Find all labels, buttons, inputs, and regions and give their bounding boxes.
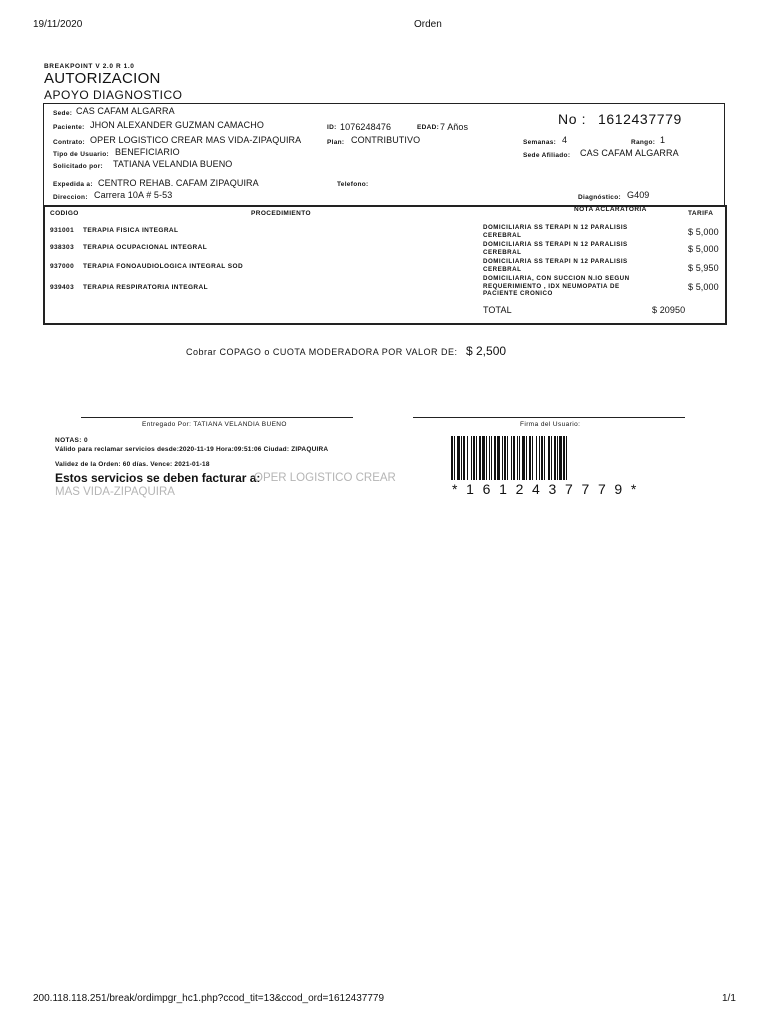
sede-afiliado-label: Sede Afiliado: <box>523 152 571 159</box>
barcode-bar <box>548 436 550 480</box>
print-url: 200.118.118.251/break/ordimpgr_hc1.php?ccod_tit=13&ccod_ord=1612437779 <box>33 993 385 1004</box>
barcode-bar <box>526 436 527 480</box>
table-row-4-nota: DOMICILIARIA, CON SUCCION N.IO SEGUN REQUERIMIENTO , IDX NEUMOPATIA DE PACIENTE CRONICO <box>483 275 630 297</box>
solicitado-label: Solicitado por: <box>53 163 103 170</box>
table-row-2-nota: DOMICILIARIA SS TERAPI N 12 PARALISIS CEREBRAL <box>483 241 628 256</box>
id-value: 1076248476 <box>340 122 392 132</box>
table-row-3-procedimiento: TERAPIA FONOAUDIOLOGICA INTEGRAL SOD <box>83 263 244 270</box>
barcode-text: * 1 6 1 2 4 3 7 7 7 9 * <box>452 481 639 497</box>
expedida-value: CENTRO REHAB. CAFAM ZIPAQUIRA <box>98 178 259 188</box>
direccion-value: Carrera 10A # 5-53 <box>94 190 173 200</box>
table-row-1-codigo: 931001 <box>50 227 75 234</box>
barcode-bar <box>457 436 460 480</box>
rango-label: Rango: <box>631 139 656 146</box>
table-row-3-tarifa: $ 5,950 <box>688 263 719 273</box>
barcode-bar <box>454 436 455 480</box>
barcode-bar <box>473 436 475 480</box>
copago-amount: $ 2,500 <box>466 344 507 358</box>
valido-text: Válido para reclamar servicios desde:2020-11-19 Hora:09:51:06 Ciudad: ZIPAQUIRA <box>55 446 329 453</box>
facturar-value-line1: OPER LOGISTICO CREAR <box>254 472 396 484</box>
table-row-1-procedimiento: TERAPIA FISICA INTEGRAL <box>83 227 179 234</box>
table-row-2-tarifa: $ 5,000 <box>688 244 719 254</box>
barcode-bar <box>494 436 496 480</box>
paciente-value: JHON ALEXANDER GUZMAN CAMACHO <box>90 120 264 130</box>
contrato-label: Contrato: <box>53 139 85 146</box>
sede-value: CAS CAFAM ALGARRA <box>76 106 175 116</box>
barcode-bar <box>563 436 565 480</box>
barcode-bar <box>461 436 462 480</box>
direccion-label: Direccion: <box>53 194 88 201</box>
barcode-bar <box>513 436 515 480</box>
firma-usuario: Firma del Usuario: <box>520 421 581 428</box>
col-header-procedimiento: PROCEDIMIENTO <box>251 210 311 217</box>
validez-text: Validez de la Orden: 60 días. Vence: 2021-01-18 <box>55 461 210 468</box>
facturar-value-line2: MAS VIDA-ZIPAQUIRA <box>55 486 175 498</box>
semanas-label: Semanas: <box>523 139 557 146</box>
barcode-bar <box>519 436 520 480</box>
barcode-bar <box>529 436 531 480</box>
barcode-bar <box>557 436 558 480</box>
col-header-codigo: CODIGO <box>50 210 79 217</box>
paciente-label: Paciente: <box>53 124 85 131</box>
print-page: 1/1 <box>722 993 736 1004</box>
doc-subtitle: APOYO DIAGNOSTICO <box>44 88 183 102</box>
barcode-bar <box>497 436 500 480</box>
barcode-bar <box>489 436 490 480</box>
expedida-label: Expedida a: <box>53 181 93 188</box>
entregado-signature-line <box>81 417 353 418</box>
barcode-bar <box>539 436 540 480</box>
edad-label: EDAD: <box>417 124 440 131</box>
print-date: 19/11/2020 <box>33 19 83 30</box>
doc-title: AUTORIZACION <box>44 70 161 87</box>
table-row-4-procedimiento: TERAPIA RESPIRATORIA INTEGRAL <box>83 284 208 291</box>
facturar-label: Estos servicios se deben facturar a: <box>55 471 261 485</box>
order-number-label: No : <box>558 111 587 127</box>
table-row-4-tarifa: $ 5,000 <box>688 282 719 292</box>
barcode-bar <box>554 436 556 480</box>
barcode-bar <box>566 436 567 480</box>
entregado-por: Entregado Por: TATIANA VELANDIA BUENO <box>142 421 287 428</box>
barcode-bar <box>541 436 543 480</box>
barcode-bar <box>502 436 503 480</box>
barcode-bar <box>471 436 472 480</box>
col-header-nota: NOTA ACLARATORIA <box>574 206 647 213</box>
barcode-bar <box>544 436 545 480</box>
barcode-bar <box>559 436 562 480</box>
barcode-bar <box>532 436 533 480</box>
diagnostico-label: Diagnóstico: <box>578 194 621 201</box>
barcode-bar <box>522 436 525 480</box>
plan-label: Plan: <box>327 139 345 146</box>
copago-text: Cobrar COPAGO o CUOTA MODERADORA POR VALOR DE: <box>186 347 458 357</box>
barcode-image <box>451 436 666 480</box>
contrato-value: OPER LOGISTICO CREAR MAS VIDA-ZIPAQUIRA <box>90 135 302 145</box>
firma-signature-line <box>413 417 685 418</box>
barcode-bar <box>507 436 508 480</box>
telefono-label: Telefono: <box>337 181 369 188</box>
order-number: 1612437779 <box>598 111 682 127</box>
notas-text: NOTAS: 0 <box>55 437 89 444</box>
table-row-4-codigo: 939403 <box>50 284 75 291</box>
sede-label: Sede: <box>53 110 73 117</box>
table-row-2-codigo: 938303 <box>50 244 75 251</box>
version-label: BREAKPOINT V 2.0 R 1.0 <box>44 63 135 70</box>
barcode-bar <box>482 436 485 480</box>
barcode-bar <box>479 436 481 480</box>
total-label: TOTAL <box>483 305 512 315</box>
total-value: $ 20950 <box>652 305 686 315</box>
tipo-usuario-value: BENEFICIARIO <box>115 147 180 157</box>
table-row-1-tarifa: $ 5,000 <box>688 227 719 237</box>
barcode-bar <box>511 436 512 480</box>
barcode-bar <box>463 436 465 480</box>
table-row-2-procedimiento: TERAPIA OCUPACIONAL INTEGRAL <box>83 244 208 251</box>
tipo-usuario-label: Tipo de Usuario: <box>53 151 109 158</box>
table-row-3-nota: DOMICILIARIA SS TERAPI N 12 PARALISIS CEREBRAL <box>483 258 628 273</box>
barcode-bar <box>486 436 487 480</box>
barcode-bar <box>491 436 492 480</box>
col-header-tarifa: TARIFA <box>688 210 714 217</box>
barcode-bar <box>476 436 477 480</box>
plan-value: CONTRIBUTIVO <box>351 135 421 145</box>
edad-value: 7 Años <box>440 122 469 132</box>
barcode-bar <box>517 436 518 480</box>
solicitado-value: TATIANA VELANDIA BUENO <box>113 159 233 169</box>
rango-value: 1 <box>660 135 666 145</box>
diagnostico-value: G409 <box>627 190 650 200</box>
table-row-1-nota: DOMICILIARIA SS TERAPI N 12 PARALISIS CEREBRAL <box>483 224 628 239</box>
semanas-value: 4 <box>562 135 568 145</box>
id-label: ID: <box>327 124 337 131</box>
barcode-bar <box>504 436 506 480</box>
table-row-3-codigo: 937000 <box>50 263 75 270</box>
sede-afiliado-value: CAS CAFAM ALGARRA <box>580 148 679 158</box>
barcode-bar <box>451 436 453 480</box>
barcode-bar <box>551 436 552 480</box>
barcode-bar <box>536 436 537 480</box>
barcode-bar <box>467 436 468 480</box>
print-title: Orden <box>414 19 442 30</box>
